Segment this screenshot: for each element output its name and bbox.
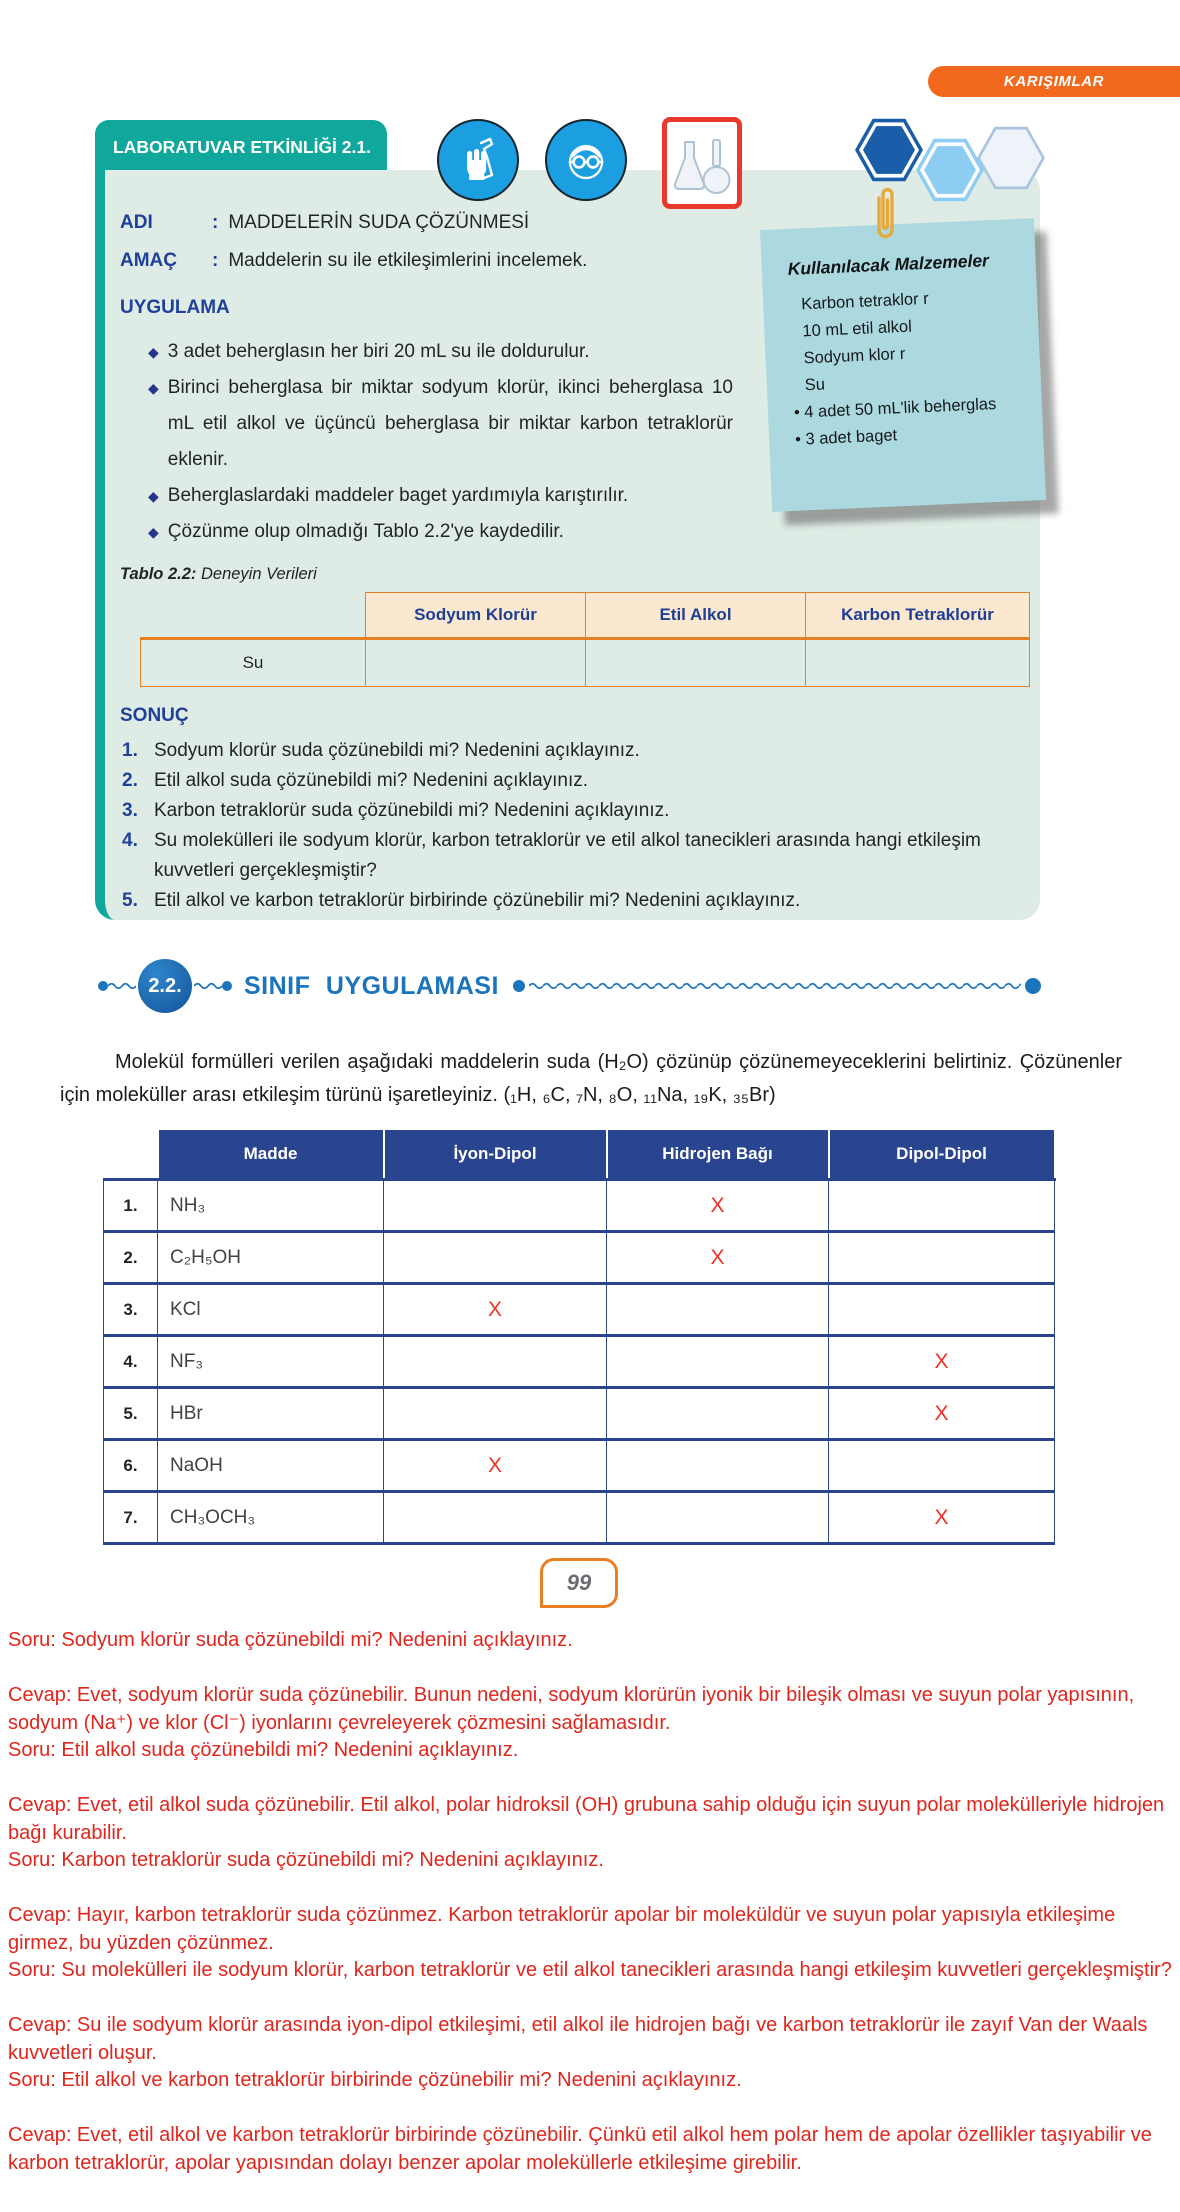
row-number: 7. xyxy=(104,1492,158,1544)
iyon-dipol-cell xyxy=(384,1492,607,1544)
adi-label: ADI xyxy=(120,212,153,233)
table22-col-header: Karbon Tetraklorür xyxy=(806,593,1030,639)
sonuc-item-number: 4. xyxy=(122,830,138,851)
hidrojen-bagi-cell xyxy=(607,1336,829,1388)
band-dot-icon xyxy=(98,981,108,991)
wave-line-icon xyxy=(194,981,222,991)
qa-question: Soru: Etil alkol ve karbon tetraklorür birbirinde çözünebilir mi? Nedenini açıklayınız. xyxy=(8,2069,742,2091)
qa-answer: Cevap: Evet, etil alkol ve karbon tetraklorür birbirinde çözünebilir. Çünkü etil alkol hem polar hem de apolar özellikler taşıyabilir ve karbon tetraklorür, apolar yapısından dolayı benzer apolar moleküllerle etkileşime girebilir. xyxy=(8,2124,1152,2174)
hexagon-outline-icon xyxy=(977,124,1045,192)
sonuc-item xyxy=(122,766,1027,796)
sonuc-item-number: 1. xyxy=(122,740,138,761)
sonuc-item-text: Su molekülleri ile sodyum klorür, karbon tetraklorür ve etil alkol tanecikleri arasında hangi etkileşim kuvvetleri gerçekleşmiştir? xyxy=(154,830,981,881)
hidrojen-bagi-cell: X xyxy=(607,1180,829,1232)
hexagon-light-icon xyxy=(916,136,984,204)
interaction-row xyxy=(104,1388,1055,1440)
lab-activity-tab xyxy=(95,120,387,174)
interaction-row xyxy=(104,1232,1055,1284)
hidrojen-bagi-cell xyxy=(607,1284,829,1336)
sonuc-item xyxy=(122,796,1027,826)
qa-question: Soru: Sodyum klorür suda çözünebildi mi? Nedenini açıklayınız. xyxy=(8,1629,573,1651)
interaction-col-header: Madde xyxy=(158,1129,384,1180)
adi-row xyxy=(120,212,740,234)
row-number: 2. xyxy=(104,1232,158,1284)
hidrojen-bagi-cell xyxy=(607,1440,829,1492)
interaction-col-header: Hidrojen Bağı xyxy=(607,1129,829,1180)
section-title: SINIF UYGULAMASI xyxy=(244,971,499,1000)
madde-cell: C₂H₅OH xyxy=(158,1232,384,1284)
interaction-row xyxy=(104,1180,1055,1232)
material-item: • 4 adet 50 mL'lik beherglas xyxy=(793,394,997,422)
qa-answer: Cevap: Evet, etil alkol suda çözünebilir. Etil alkol, polar hidroksil (OH) grubuna sahip olduğu için suyun polar molekülleriyle hidrojen bağı kurabilir. xyxy=(8,1794,1165,1844)
madde-cell: NF₃ xyxy=(158,1336,384,1388)
interaction-ghost-cell xyxy=(104,1129,158,1180)
dipol-dipol-cell: X xyxy=(829,1492,1055,1544)
wave-line-icon xyxy=(529,981,1021,991)
dipol-dipol-cell xyxy=(829,1284,1055,1336)
qa-answer: Cevap: Su ile sodyum klorür arasında iyon-dipol etkileşimi, etil alkol ile hidrojen bağı ve karbon tetraklorür ile zayıf Van der Waals kuvvetleri oluşur. xyxy=(8,2014,1148,2064)
table22-ghost-cell xyxy=(141,593,366,639)
sonuc-list xyxy=(122,736,1027,916)
diamond-bullet-icon: ◆ xyxy=(148,488,159,504)
interaction-row xyxy=(104,1284,1055,1336)
dipol-dipol-cell xyxy=(829,1440,1055,1492)
sonuc-item-number: 5. xyxy=(122,890,138,911)
interaction-row xyxy=(104,1336,1055,1388)
material-item: Su xyxy=(804,375,826,395)
amac-colon: : xyxy=(212,250,219,271)
sonuc-item-text: Sodyum klorür suda çözünebildi mi? Nedenini açıklayınız. xyxy=(154,740,640,761)
gloves-icon-graphic xyxy=(452,134,504,186)
hidrojen-bagi-cell: X xyxy=(607,1232,829,1284)
step-item xyxy=(148,334,733,370)
uygulama-heading: UYGULAMA xyxy=(120,297,230,318)
interaction-row xyxy=(104,1440,1055,1492)
interaction-table-header xyxy=(104,1129,1055,1180)
qa-answer: Cevap: Evet, sodyum klorür suda çözünebilir. Bunun nedeni, sodyum klorürün iyonik bir bileşik olması ve suyun polar yapısının, sodyum (Na⁺) ve klor (Cl⁻) iyonlarını çevreleyerek çözmesini sağlamasıdır. xyxy=(8,1684,1135,1734)
sonuc-item xyxy=(122,826,1027,886)
sonuc-item xyxy=(122,736,1027,766)
interaction-row xyxy=(104,1492,1055,1544)
table22-col-header: Etil Alkol xyxy=(586,593,806,639)
dipol-dipol-cell: X xyxy=(829,1336,1055,1388)
chapter-badge xyxy=(928,66,1180,97)
iyon-dipol-cell xyxy=(384,1232,607,1284)
material-item: Sodyum klor r xyxy=(803,344,906,368)
iyon-dipol-cell: X xyxy=(384,1284,607,1336)
iyon-dipol-cell: X xyxy=(384,1440,607,1492)
amac-value: Maddelerin su ile etkileşimlerini incelemek. xyxy=(228,250,588,271)
paperclip-icon xyxy=(872,182,898,253)
dipol-dipol-cell xyxy=(829,1232,1055,1284)
dipol-dipol-cell: X xyxy=(829,1388,1055,1440)
row-number: 3. xyxy=(104,1284,158,1336)
band-dot-icon xyxy=(513,980,525,992)
sonuc-heading: SONUÇ xyxy=(120,705,189,726)
page-number-badge xyxy=(540,1558,618,1608)
diamond-bullet-icon: ◆ xyxy=(148,524,159,540)
safety-goggles-icon xyxy=(545,119,627,201)
madde-cell: CH₃OCH₃ xyxy=(158,1492,384,1544)
materials-note xyxy=(760,218,1046,512)
table22-empty-cell xyxy=(366,639,586,687)
sonuc-item-text: Etil alkol ve karbon tetraklorür birbirinde çözünebilir mi? Nedenini açıklayınız. xyxy=(154,890,801,911)
band-dot-icon xyxy=(1025,978,1041,994)
diamond-bullet-icon: ◆ xyxy=(148,344,159,360)
sinif-intro-paragraph: Molekül formülleri verilen aşağıdaki maddelerin suda (H₂O) çözünüp çözünemeyeceklerini belirtiniz. Çözünenler için moleküller arası etkileşim türünü işaretleyiniz. (₁H, ₆C, ₇N, ₈O, ₁₁Na, ₁₉K, ₃₅Br) xyxy=(60,1051,1122,1106)
gloves-icon xyxy=(437,119,519,201)
madde-cell: NH₃ xyxy=(158,1180,384,1232)
diamond-bullet-icon: ◆ xyxy=(148,380,159,396)
amac-row xyxy=(120,250,740,272)
table22-empty-cell xyxy=(586,639,806,687)
hidrojen-bagi-cell xyxy=(607,1388,829,1440)
row-number: 1. xyxy=(104,1180,158,1232)
page-number: 99 xyxy=(566,1570,592,1595)
interaction-table xyxy=(103,1128,1056,1545)
table22-header-row xyxy=(141,593,1030,639)
material-item: • 3 adet baget xyxy=(794,426,898,449)
qa-question: Soru: Su molekülleri ile sodyum klorür, karbon tetraklorür ve etil alkol tanecikleri arasında hangi etkileşim kuvvetleri gerçekleşmiştir? xyxy=(8,1959,1172,1981)
flask-icon xyxy=(662,117,742,209)
sonuc-item xyxy=(122,886,1027,916)
band-dot-icon xyxy=(222,981,232,991)
sonuc-item-text: Etil alkol suda çözünebildi mi? Nedenini açıklayınız. xyxy=(154,770,589,791)
amac-label: AMAÇ xyxy=(120,250,177,271)
hidrojen-bagi-cell xyxy=(607,1492,829,1544)
dipol-dipol-cell xyxy=(829,1180,1055,1232)
row-number: 4. xyxy=(104,1336,158,1388)
interaction-col-header: Dipol-Dipol xyxy=(829,1129,1055,1180)
material-item: Karbon tetraklor r xyxy=(800,289,930,314)
table22-col-header: Sodyum Klorür xyxy=(366,593,586,639)
sinif-uygulamasi-band xyxy=(98,958,1088,1014)
materials-note-title: Kullanılacak Malzemeler xyxy=(787,250,990,279)
wave-line-icon xyxy=(108,981,136,991)
uygulama-steps xyxy=(148,334,733,550)
row-number: 5. xyxy=(104,1388,158,1440)
adi-colon: : xyxy=(212,212,219,233)
table22-caption xyxy=(120,565,317,584)
qa-question: Soru: Karbon tetraklorür suda çözünebildi mi? Nedenini açıklayınız. xyxy=(8,1849,604,1871)
qa-answer: Cevap: Hayır, karbon tetraklorür suda çözünmez. Karbon tetraklorür apolar bir moleküldür ve suyun polar yapısıyla etkileşime girmez, bu yüzden çözünmez. xyxy=(8,1904,1116,1954)
madde-cell: HBr xyxy=(158,1388,384,1440)
iyon-dipol-cell xyxy=(384,1336,607,1388)
flask-icon-graphic xyxy=(671,134,733,204)
sonuc-item-number: 3. xyxy=(122,800,138,821)
hexagon-dark-icon xyxy=(855,116,923,184)
table22-body-row xyxy=(141,639,1030,687)
table22-caption-text: Deneyin Verileri xyxy=(196,565,317,583)
sonuc-item-number: 2. xyxy=(122,770,138,791)
iyon-dipol-cell xyxy=(384,1180,607,1232)
safety-goggles-icon-graphic xyxy=(559,133,613,187)
row-number: 6. xyxy=(104,1440,158,1492)
step-item xyxy=(148,370,733,478)
iyon-dipol-cell xyxy=(384,1388,607,1440)
step-text: 3 adet beherglasın her biri 20 mL su ile doldurulur. xyxy=(167,341,590,362)
step-text: Birinci beherglasa bir miktar sodyum klorür, ikinci beherglasa 10 mL etil alkol ve üçüncü beherglasa bir miktar karbon tetraklorür eklenir. xyxy=(167,377,733,470)
sonuc-item-text: Karbon tetraklorür suda çözünebildi mi? Nedenini açıklayınız. xyxy=(154,800,670,821)
madde-cell: KCl xyxy=(158,1284,384,1336)
qa-block xyxy=(8,1627,1174,2177)
interaction-col-header: İyon-Dipol xyxy=(384,1129,607,1180)
adi-value: MADDELERİN SUDA ÇÖZÜNMESİ xyxy=(228,212,530,233)
material-item: 10 mL etil alkol xyxy=(802,317,913,341)
table22-empty-cell xyxy=(806,639,1030,687)
qa-question: Soru: Etil alkol suda çözünebildi mi? Nedenini açıklayınız. xyxy=(8,1739,519,1761)
step-item xyxy=(148,478,733,514)
section-number-badge: 2.2. xyxy=(138,959,192,1013)
experiment-data-table xyxy=(140,592,1030,687)
step-item xyxy=(148,514,733,550)
lab-activity-title: LABORATUVAR ETKİNLİĞİ 2.1. xyxy=(113,136,371,157)
step-text: Çözünme olup olmadığı Tablo 2.2'ye kaydedilir. xyxy=(167,521,564,542)
table22-caption-label: Tablo 2.2: xyxy=(120,565,197,583)
step-text: Beherglaslardaki maddeler baget yardımıyla karıştırılır. xyxy=(167,485,629,506)
madde-cell: NaOH xyxy=(158,1440,384,1492)
table22-row-label: Su xyxy=(141,639,366,687)
chapter-badge-label: KARIŞIMLAR xyxy=(1003,73,1105,90)
